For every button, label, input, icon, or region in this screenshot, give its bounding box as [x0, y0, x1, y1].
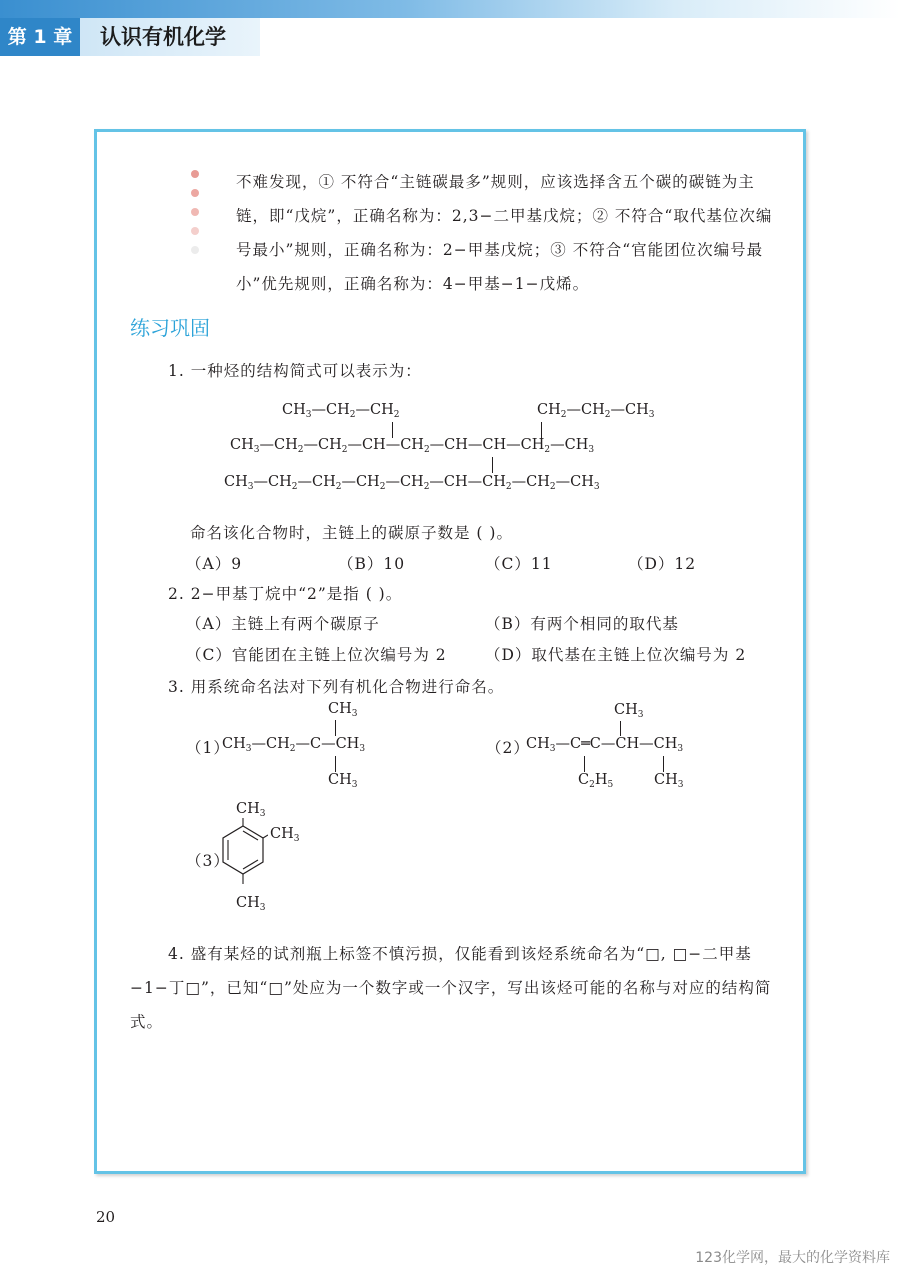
decorative-dots [191, 170, 199, 265]
q2-prompt: 2. 2−甲基丁烷中“2”是指 ( )。 [168, 585, 403, 603]
q1-option-c: （C）11 [485, 555, 553, 573]
top-banner [0, 0, 900, 18]
benzene-ring-structure [218, 818, 268, 894]
q2-option-a: （A）主链上有两个碳原子 [186, 615, 380, 633]
q1-stem: 命名该化合物时，主链上的碳原子数是 ( )。 [190, 524, 513, 542]
q2-option-b: （B）有两个相同的取代基 [485, 615, 679, 633]
chapter-label: 第 1 章 [0, 18, 80, 56]
watermark-text: 123化学网，最大的化学资料库 [695, 1250, 890, 1266]
intro-paragraph: 不难发现，① 不符合“主链碳最多”规则，应该选择含五个碳的碳链为主链，即“戊烷”，正确名称为：2,3−二甲基戊烷；② 不符合“取代基位次编号最小”规则，正确名称为：2−甲基戊烷；③ 不符合“官能团位次编号最小”优先规则，正确名称为：4−甲基−1−戊烯。 [236, 173, 773, 293]
section-title: 练习巩固 [130, 316, 210, 340]
q1-option-d: （D）12 [628, 555, 697, 573]
page-number: 20 [96, 1208, 116, 1226]
q1-option-a: （A）9 [186, 555, 243, 573]
q1-prompt: 1. 一种烃的结构简式可以表示为： [168, 362, 422, 380]
q2-option-c: （C）官能团在主链上位次编号为 2 [186, 646, 447, 664]
q1-option-b: （B）10 [338, 555, 406, 573]
q4-text: 4. 盛有某烃的试剂瓶上标签不慎污损，仅能看到该烃系统命名为“□, □−二甲基−1−丁□”，已知“□”处应为一个数字或一个汉字，写出该烃可能的名称与对应的结构简式。 [130, 945, 772, 1031]
q2-option-d: （D）取代基在主链上位次编号为 2 [485, 646, 747, 664]
chapter-title: 认识有机化学 [80, 18, 260, 56]
q3-prompt: 3. 用系统命名法对下列有机化合物进行命名。 [168, 678, 505, 696]
